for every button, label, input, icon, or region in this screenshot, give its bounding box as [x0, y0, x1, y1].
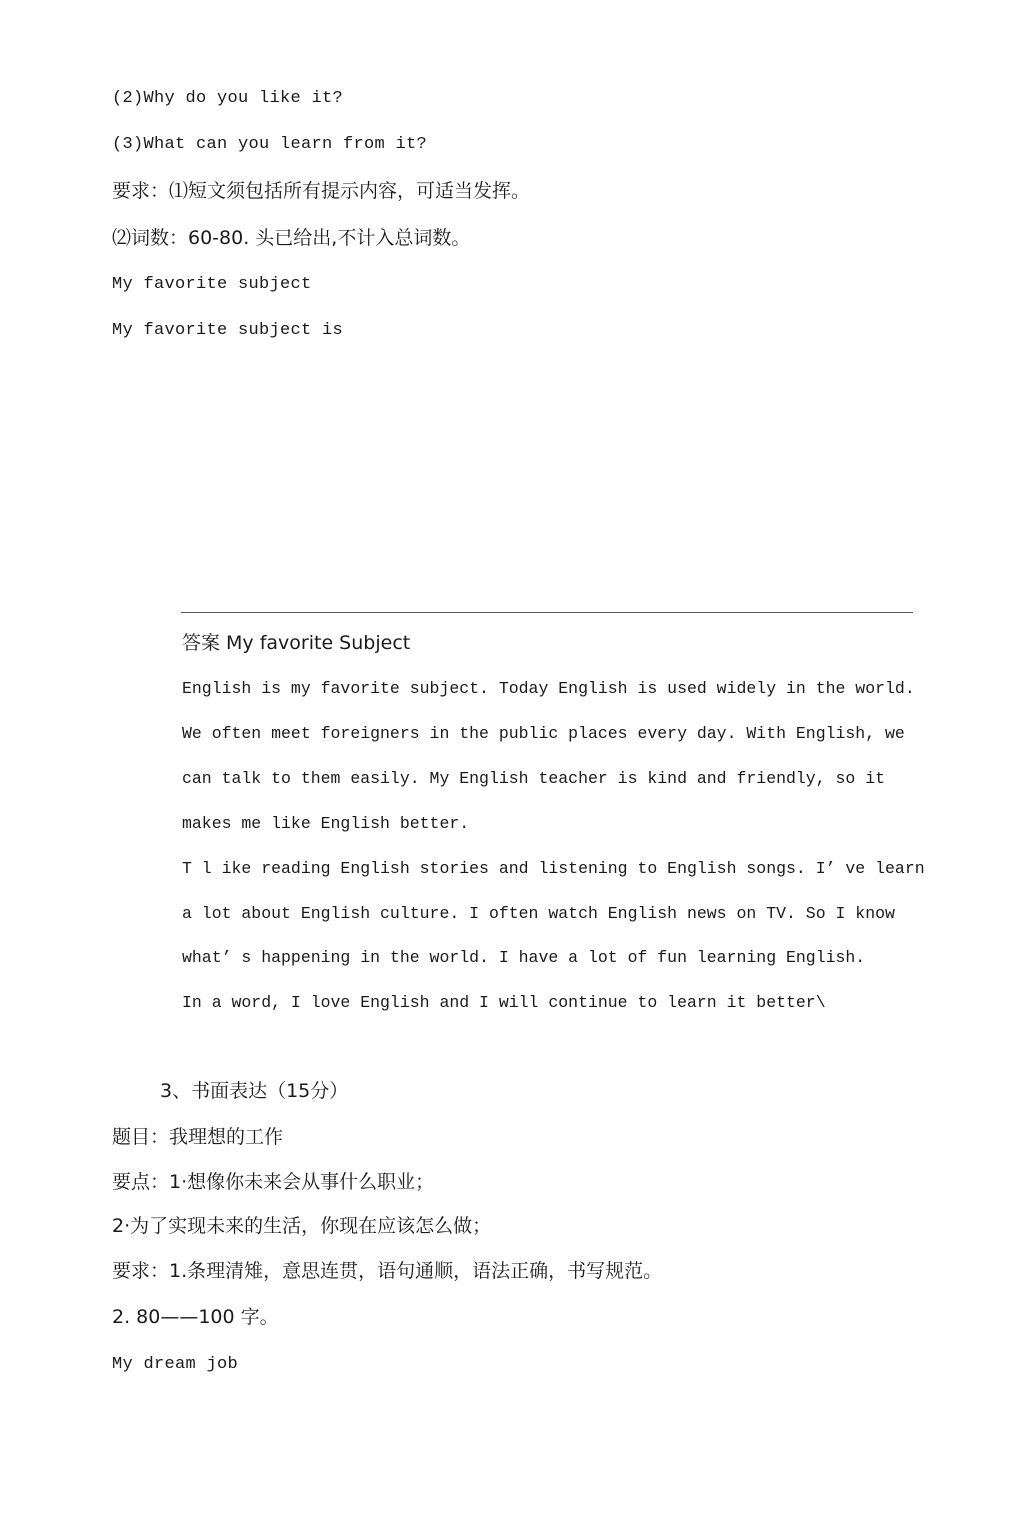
section-3-point-1: 要点：1·想像你未来会从事什么职业；: [112, 1171, 435, 1193]
section-3-requirement: 要求：1.条理清雉，意思连贯，语句通顺，语法正确，书写规范。: [112, 1260, 663, 1282]
answer-line-5: T l ike reading English stories and listening to English songs. I’ ve learn: [182, 859, 925, 878]
answer-line-2: We often meet foreigners in the public places every day. With English, we: [182, 724, 905, 743]
answer-heading: 答案 My favorite Subject: [182, 632, 411, 654]
question-2: (2)Why do you like it?: [112, 89, 344, 108]
question-3: (3)What can you learn from it?: [112, 135, 428, 154]
answer-divider: [181, 612, 913, 613]
section-3-title: My dream job: [112, 1355, 239, 1374]
answer-line-4: makes me like English better.: [182, 814, 470, 833]
answer-line-7: what’ s happening in the world. I have a lot of fun learning English.: [182, 948, 866, 967]
answer-line-1: English is my favorite subject. Today English is used widely in the world.: [182, 679, 915, 698]
essay-opening: My favorite subject is: [112, 321, 344, 340]
section-3-heading: 3、书面表达（15分）: [160, 1080, 349, 1102]
essay-title: My favorite subject: [112, 275, 312, 294]
section-3-word-count: 2. 80——100 字。: [112, 1306, 279, 1328]
answer-line-3: can talk to them easily. My English teacher is kind and friendly, so it: [182, 769, 886, 788]
requirement-2: ⑵词数：60-80. 头已给出,不计入总词数。: [112, 227, 471, 249]
requirement-1: 要求：⑴短文须包括所有提示内容，可适当发挥。: [112, 180, 531, 202]
section-3-point-2: 2·为了实现未来的生活，你现在应该怎么做；: [112, 1215, 492, 1237]
answer-line-6: a lot about English culture. I often watch English news on TV. So I know: [182, 904, 895, 923]
section-3-topic: 题目：我理想的工作: [112, 1126, 284, 1148]
answer-line-8: In a word, I love English and I will continue to learn it better\: [182, 993, 826, 1012]
